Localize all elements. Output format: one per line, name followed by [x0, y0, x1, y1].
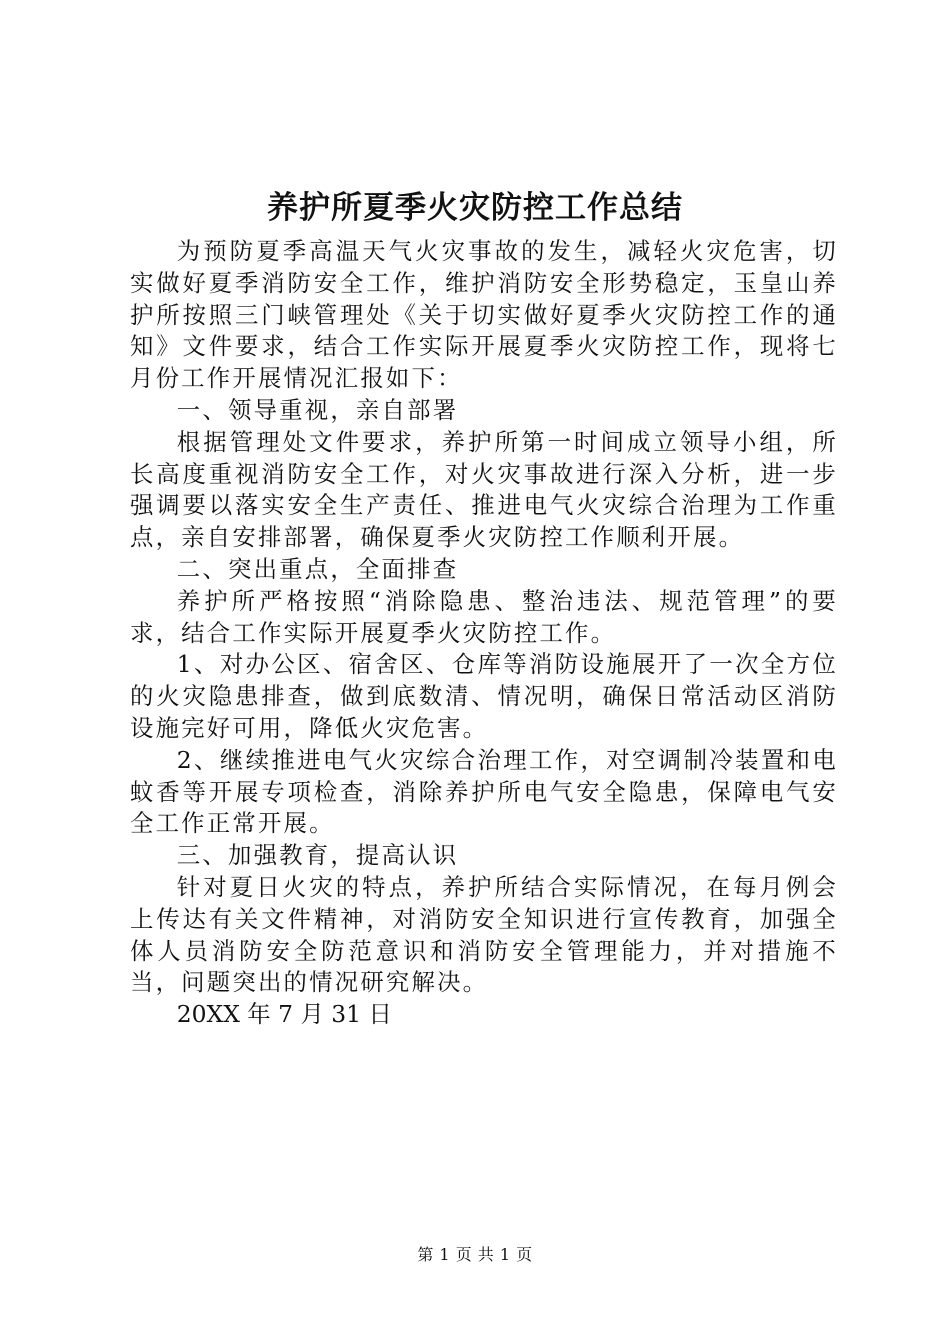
- section-heading-3: 三、加强教育，提高认识: [176, 841, 459, 870]
- intro-paragraph: 为预防夏季高温天气火灾事故的发生，减轻火灾危害，切实做好夏季消防安全工作，维护消防安全形势稳定，玉皇山养护所按照三门峡管理处《关于切实做好夏季火灾防控工作的通知》文件要求，结合工作实际开展夏季火灾防控工作，现将七月份工作开展情况汇报如下：: [130, 237, 838, 393]
- document-body: [130, 236, 838, 1031]
- document-title: 养护所夏季火灾防控工作总结: [267, 190, 683, 226]
- section-2-item-1: 1、对办公区、宿舍区、仓库等消防设施展开了一次全方位的火灾隐患排查，做到底数清、情况明，确保日常活动区消防设施完好可用，降低火灾危害。: [130, 650, 838, 742]
- section-heading-2: 二、突出重点，全面排查: [176, 554, 459, 583]
- section-2-item-2: 2、继续推进电气火灾综合治理工作，对空调制冷装置和电蚊香等开展专项检查，消除养护所电气安全隐患，保障电气安全工作正常开展。: [130, 745, 838, 838]
- document-date: 20XX 年 7 月 31 日: [176, 1000, 392, 1029]
- section-heading-1: 一、领导重视，亲自部署: [176, 395, 459, 424]
- section-2-paragraph: 养护所严格按照“消除隐患、整治违法、规范管理”的要求，结合工作实际开展夏季火灾防控工作。: [130, 586, 838, 647]
- page-footer: 第 1 页 共 1 页: [417, 1245, 533, 1264]
- section-1-paragraph: 根据管理处文件要求，养护所第一时间成立领导小组，所长高度重视消防安全工作，对火灾事故进行深入分析，进一步强调要以落实安全生产责任、推进电气火灾综合治理为工作重点，亲自安排部署，确保夏季火灾防控工作顺利开展。: [130, 427, 838, 552]
- section-3-paragraph: 针对夏日火灾的特点，养护所结合实际情况，在每月例会上传达有关文件精神，对消防安全知识进行宣传教育，加强全体人员消防安全防范意识和消防安全管理能力，并对措施不当，问题突出的情况研究解决。: [130, 872, 838, 997]
